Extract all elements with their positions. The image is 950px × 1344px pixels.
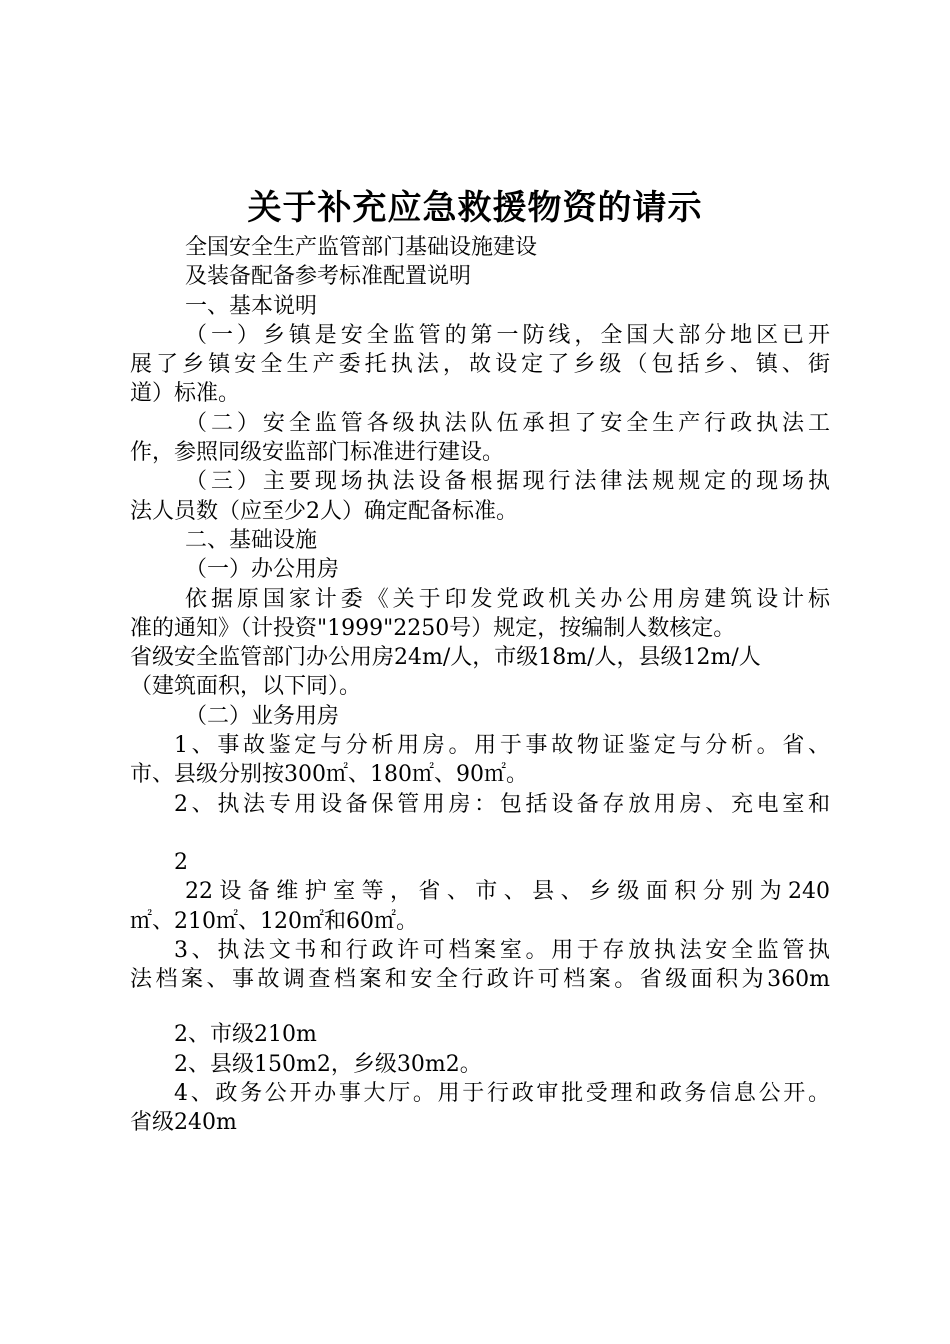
text-line: 1、事故鉴定与分析用房。用于事故物证鉴定与分析。省、 (174, 733, 830, 759)
text-line: 及装备配备参考标准配置说明 (185, 264, 472, 290)
text-line: 22设备维护室等，省、市、县、乡级面积分别为240 (185, 879, 830, 905)
text-line: ㎡、210㎡、120㎡和60㎡。 (130, 908, 418, 934)
text-line: 道）标准。 (130, 381, 241, 407)
document-title: 关于补充应急救援物资的请示 (247, 188, 703, 228)
document-body (130, 233, 830, 1138)
text-line: 市、县级分别按300㎡、180㎡、90㎡。 (130, 762, 528, 788)
section-heading: 二、基础设施 (185, 527, 318, 553)
text-line: 省级安全监管部门办公用房24m/人，市级18m/人，县级12m/人 (130, 645, 761, 671)
text-line: 省级240m (130, 1110, 237, 1136)
text-line: 2、执法专用设备保管用房：包括设备存放用房、充电室和 (174, 791, 830, 817)
text-line: （一）乡镇是安全监管的第一防线，全国大部分地区已开 (185, 322, 830, 348)
text-line: 4、政务公开办事大厅。用于行政审批受理和政务信息公开。 (174, 1081, 830, 1107)
text-line: 展了乡镇安全生产委托执法，故设定了乡级（包括乡、镇、街 (130, 352, 830, 378)
text-line: 2、市级210m (174, 1022, 317, 1048)
text-line: （二）安全监管各级执法队伍承担了安全生产行政执法工 (185, 410, 830, 436)
text-line: 作，参照同级安监部门标准进行建设。 (130, 440, 505, 466)
text-line: （三）主要现场执法设备根据现行法律法规规定的现场执 (185, 469, 830, 495)
section-heading: 一、基本说明 (185, 293, 318, 319)
text-line: 2、县级150m2，乡级30m2。 (174, 1051, 482, 1077)
subsection-heading: （二）业务用房 (185, 703, 340, 729)
text-line: 依据原国家计委《关于印发党政机关办公用房建筑设计标 (185, 586, 830, 612)
text-line: 3、执法文书和行政许可档案室。用于存放执法安全监管执 (174, 937, 830, 963)
text-line: 全国安全生产监管部门基础设施建设 (185, 235, 538, 260)
page-number: 2 (174, 849, 188, 875)
subsection-heading: （一）办公用房 (185, 557, 340, 583)
text-line: 法档案、事故调查档案和安全行政许可档案。省级面积为360m (130, 967, 830, 993)
text-line: （建筑面积，以下同）。 (130, 674, 362, 700)
text-line: 法人员数（应至少2人）确定配备标准。 (130, 498, 518, 524)
text-line: 准的通知》（计投资"1999"2250号）规定，按编制人数核定。 (130, 615, 736, 641)
